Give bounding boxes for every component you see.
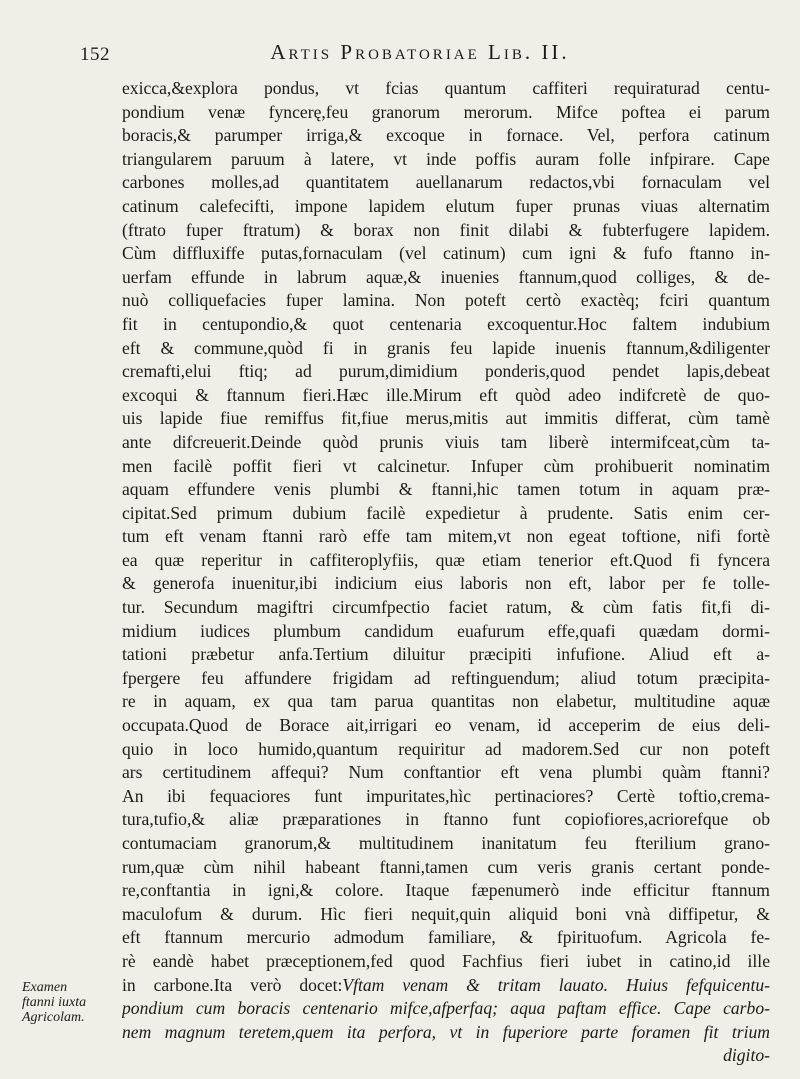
text-line: uis lapide fiue remiffus fit,fiue merus,mitis aut immitis differat, cùm tamè	[122, 408, 770, 429]
text-line: ars certitudinem affequi? Num conftantior eft vena plumbi quàm ftanni?	[122, 762, 770, 783]
text-line: boracis,& parumper irriga,& excoque in fornace. Vel, perfora catinum	[122, 125, 770, 146]
text-line: ea quæ reperitur in caffiteroplyfiis, quæ etiam tenerior eft.Quod fi fyncera	[122, 549, 770, 570]
text-line: pondium venæ fyncerę,feu granorum merorum. Mifce poftea ei parum	[122, 101, 770, 122]
text-line: tura,tufio,& aliæ præparationes in ftanno funt copiofiores,acriorefque ob	[122, 809, 770, 830]
text-line: fpergere feu affundere frigidam ad reftinguendum; aliud totum præcipita-	[122, 667, 770, 688]
text-line: tationi præbetur anfa.Tertium diluitur præcipiti infufione. Aliud eft a-	[122, 644, 770, 665]
text-line: rum,quæ cùm nihil habeant ftanni,tamen cum veris granis certant ponde-	[122, 856, 770, 877]
text-line: & generofa inuenitur,ibi indicium eius laboris non eft, labor per fe tolle-	[122, 573, 770, 594]
text-line: nuò colliquefacies fuper lamina. Non poteft certò exactèq; fciri quantum	[122, 290, 770, 311]
body-text	[122, 77, 770, 1068]
margin-note-line: Agricolam.	[22, 1010, 85, 1025]
italic-quote-line: pondium cum boracis centenario mifce,afperfaq; aqua paftam effice. Cape carbo-	[122, 998, 770, 1019]
text-line: excoqui & ftannum fieri.Hæc ille.Mirum eft quòd adeo indifcretè de quo-	[122, 384, 770, 405]
margin-note-line: ftanni iuxta	[22, 995, 87, 1010]
text-line: catinum calefecifti, impone lapidem elutum fuper prunas viuas alternatim	[122, 195, 770, 216]
text-line: fit in centupondio,& quot centenaria excoquentur.Hoc faltem indubium	[122, 313, 770, 334]
text-line-mixed	[122, 974, 770, 998]
text-line: quio in loco humido,quantum requiritur ad madorem.Sed cur non poteft	[122, 738, 770, 759]
text-line: uerfam effunde in labrum aquæ,& inuenies ftannum,quod colliges, & de-	[122, 266, 770, 287]
margin-note	[22, 980, 118, 1025]
text-line: cipitat.Sed primum dubium facilè expedietur à prudente. Satis enim cer-	[122, 502, 770, 523]
text-line: maculofum & durum. Hìc fieri nequit,quin aliquid boni vnà diffipetur, &	[122, 903, 770, 924]
text-line: eft ftannum mercurio admodum familiare, & fpirituofum. Agricola fe-	[122, 927, 770, 948]
catchword: digito-	[723, 1045, 770, 1066]
margin-note-line: Examen	[22, 980, 68, 995]
text-line: re,conftantia in igni,& colore. Itaque fæpenumerò inde efficitur ftannum	[122, 880, 770, 901]
text-line: cremafti,elui ftiq; ad purum,dimidium ponderis,quod pendet lapis,debeat	[122, 361, 770, 382]
roman-text: in carbone.Ita verò docet:	[122, 974, 343, 995]
text-line: eft & commune,quòd fi in granis feu lapide inuenis ftannum,&diligenter	[122, 337, 770, 358]
text-line: men facilè poffit fieri vt calcinetur. Infuper cùm prohibuerit nominatim	[122, 455, 770, 476]
text-line: exicca,&explora pondus, vt fcias quantum caffiteri requiraturad centu-	[122, 78, 770, 98]
text-line: contumaciam granorum,& multitudinem inanitatum feu fterilium grano-	[122, 833, 770, 853]
italic-quote-line: nem magnum teretem,quem ita perfora, vt in fuperiore parte foramen fit trium	[122, 1021, 770, 1042]
text-line: re in aquam, ex qua tam parua quantitas non elabetur, multitudine aquæ	[122, 691, 770, 712]
italic-quote: Vftam venam & tritam lauato. Huius fefquicentu-	[342, 974, 770, 995]
page-number: 152	[80, 44, 110, 65]
text-line: triangularem paruum à latere, vt inde poffis auram folle infpirare. Cape	[122, 148, 770, 169]
text-line: tum eft venam ftanni rarò effe tam mitem,vt non egeat toftione, nifi fortè	[122, 526, 770, 547]
text-line: (ftrato fuper ftratum) & borax non finit dilabi & fubterfugere lapidem.	[122, 219, 770, 240]
running-head: Artis Probatoriae Lib. II.	[270, 40, 570, 64]
text-line: An ibi fequaciores funt impuritates,hìc pertinaciores? Certè toftio,crema-	[122, 785, 770, 806]
text-line: aquam effundere venis plumbi & ftanni,hic tamen totum in aquam præ-	[122, 479, 770, 500]
text-line: tur. Secundum magiftri circumfpectio faciet ratum, & cùm fatis fit,fi di-	[122, 597, 770, 618]
text-line: occupata.Quod de Borace ait,irrigari eo venam, id acceperim de eius deli-	[122, 715, 770, 736]
text-line: midium iudices plumbum candidum euafurum effe,quafi quædam dormi-	[122, 620, 770, 641]
text-line: Cùm diffluxiffe putas,fornaculam (vel catinum) cum igni & fufo ftanno in-	[122, 243, 770, 264]
text-line: ante difcreuerit.Deinde quòd prunis viuis tam liberè intermifceat,cùm ta-	[122, 431, 770, 452]
page-header	[80, 38, 760, 68]
text-line: rè eandè habet præceptionem,fed quod Fachfius fieri iubet in catino,id ille	[122, 950, 770, 971]
text-line: carbones molles,ad quantitatem auellanarum redactos,vbi fornaculam vel	[122, 172, 770, 193]
